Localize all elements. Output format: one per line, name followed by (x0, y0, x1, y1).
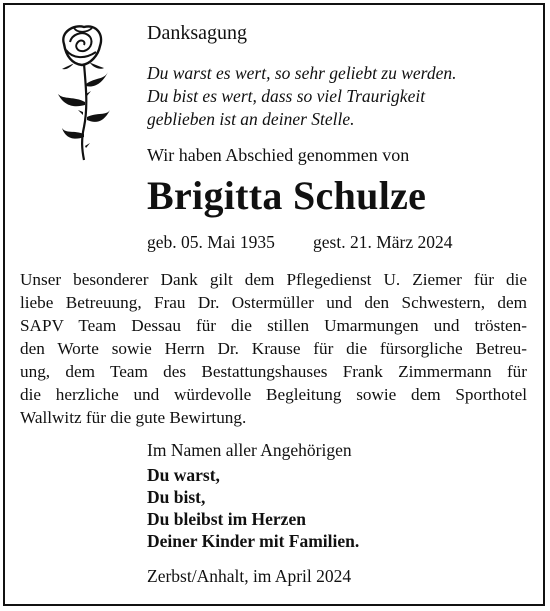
paragraph-line: den Worte sowie Herrn Dr. Krause für die fürsorgliche Betreu- (20, 339, 527, 358)
signature-line: Deiner Kinder mit Familien. (147, 531, 360, 551)
paragraph-line: SAPV Team Dessau für die stillen Umarmungen und trösten- (20, 316, 527, 335)
paragraph-line: ung, dem Team des Bestattungshauses Frank Zimmermann für (20, 362, 527, 381)
death-date: gest. 21. März 2024 (313, 232, 453, 252)
paragraph-line: Unser besonderer Dank gilt dem Pflegedienst U. Ziemer für die (20, 270, 527, 289)
poem-line: Du bist es wert, dass so viel Traurigkeit (147, 86, 426, 106)
signature-intro: Im Namen aller Angehörigen (147, 440, 352, 460)
rose-icon (44, 22, 114, 162)
paragraph-line: Wallwitz für die gute Bewirtung. (20, 408, 247, 427)
birth-date: geb. 05. Mai 1935 (147, 232, 275, 252)
deceased-name: Brigitta Schulze (147, 173, 427, 218)
signature-line: Du bist, (147, 487, 206, 507)
paragraph-line: liebe Betreuung, Frau Dr. Ostermüller und den Schwestern, dem (20, 293, 527, 312)
poem-line: Du warst es wert, so sehr geliebt zu werden. (147, 63, 457, 83)
poem-line: geblieben ist an deiner Stelle. (147, 109, 355, 129)
place-date: Zerbst/Anhalt, im April 2024 (147, 566, 352, 586)
thanks-paragraph (20, 268, 527, 429)
intro-text: Wir haben Abschied genommen von (147, 145, 410, 165)
paragraph-line: die herzliche und würdevolle Begleitung sowie dem Sporthotel (20, 385, 527, 404)
notice-title: Danksagung (147, 22, 247, 44)
signature-line: Du bleibst im Herzen (147, 509, 306, 529)
signature-line: Du warst, (147, 465, 220, 485)
